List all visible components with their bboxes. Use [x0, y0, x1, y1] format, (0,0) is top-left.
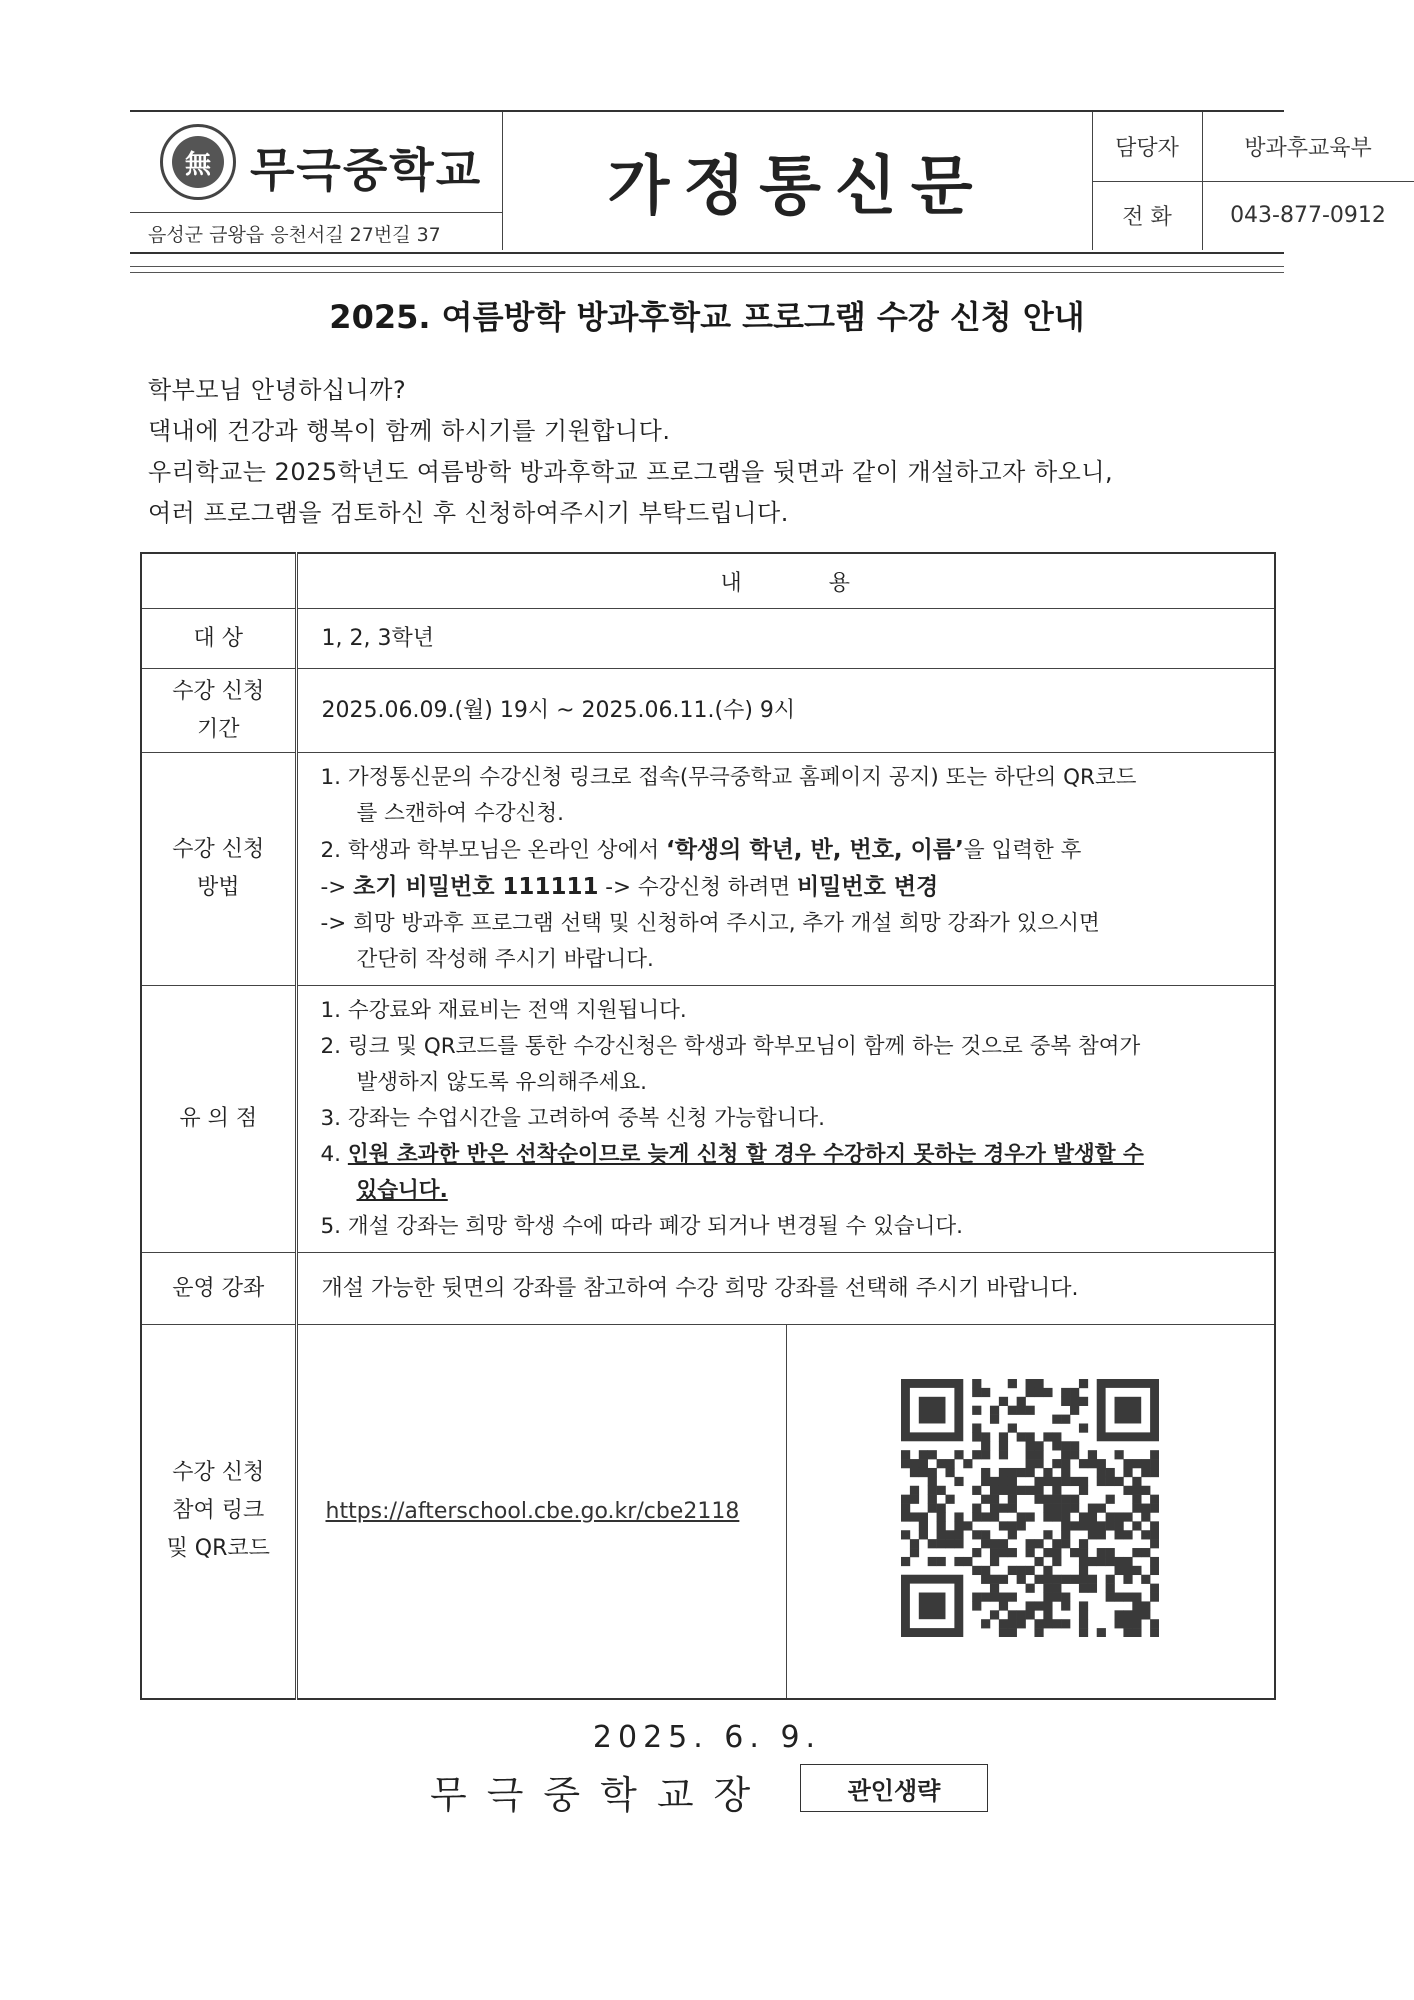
contact-row-phone: 전 화 043-877-0912 [1092, 181, 1414, 250]
table-row-target: 대 상 1, 2, 3학년 [141, 609, 1275, 669]
subject-heading: 2025. 여름방학 방과후학교 프로그램 수강 신청 안내 [329, 298, 1085, 336]
greeting-text: 학부모님 안녕하십니까? 댁내에 건강과 행복이 함께 하시기를 기원합니다. 우리학교는 2025학년도 여름방학 방과후학교 프로그램을 뒷면과 같이 개설하고자 하오니, 여러 프로그램을 검토하신 후 신청하여주시기 부탁드립니다. [148, 376, 1114, 527]
table-row-method: 수강 신청 방법 1. 가정통신문의 수강신청 링크로 접속(무극중학교 홈페이지 공지) 또는 하단의 QR코드 를 스캔하여 수강신청. 2. 학생과 학부모님은 온라인 상에서 ‘학생의 학년, 반, 번호, 이름’을 입력한 후 -> 초기 비밀번호 111111 -> 수강신청 하려면 비밀번호 변경 -> 희망 방과후 프로그램 선택 및 신청하여 주시고, 추가 개설 희망 강좌가 있으시면 간단히 작성해 주시기 바랍니다. [141, 753, 1275, 986]
contact-info [1092, 112, 1386, 250]
table-row-notes: 유 의 점 1. 수강료와 재료비는 전액 지원됩니다. 2. 링크 및 QR코드를 통한 수강신청은 학생과 학부모님이 함께 하는 것으로 중복 참여가 발생하지 않도록 유의해주세요. 3. 강좌는 수업시간을 고려하여 중복 신청 가능합니다. 4. 인원 초과한 반은 선착순이므로 늦게 신청 할 경우 수강하지 못하는 경우가 발생할 수 있습니다. 5. 개설 강좌는 희망 학생 수에 따라 폐강 되거나 변경될 수 있습니다. [141, 986, 1275, 1253]
table-row-link: 수강 신청 참여 링크 및 QR코드 https://afterschool.cbe.go.kr/cbe2118 [141, 1325, 1275, 1699]
school-seal-icon: 無 [160, 124, 236, 200]
divider [130, 272, 1284, 273]
contact-row-manager: 담당자 방과후교육부 [1092, 112, 1414, 182]
principal-signature: 무극중학교장 [430, 1773, 771, 1817]
table-row-courses: 운영 강좌 개설 가능한 뒷면의 강좌를 참고하여 수강 희망 강좌를 선택해 주시기 바랍니다. [141, 1253, 1275, 1325]
info-table [140, 552, 1276, 1700]
signup-link[interactable]: https://afterschool.cbe.go.kr/cbe2118 [325, 1498, 740, 1524]
school-name: 무극중학교 [250, 143, 483, 197]
stamp-omitted-box: 관인생략 [800, 1764, 988, 1812]
table-row-period: 수강 신청 기간 2025.06.09.(월) 19시 ~ 2025.06.11.(수) 9시 [141, 669, 1275, 753]
method-list: 1. 가정통신문의 수강신청 링크로 접속(무극중학교 홈페이지 공지) 또는 하단의 QR코드 를 스캔하여 수강신청. 2. 학생과 학부모님은 온라인 상에서 ‘학생의 학년, 반, 번호, 이름’을 입력한 후 -> 초기 비밀번호 111111 -> 수강신청 하려면 비밀번호 변경 -> 희망 방과후 프로그램 선택 및 신청하여 주시고, 추가 개설 희망 강좌가 있으시면 간단히 작성해 주시기 바랍니다. [320, 765, 1137, 972]
school-address: 음성군 금왕읍 응천서길 27번길 37 [148, 224, 441, 246]
issue-date: 2025. 6. 9. [592, 1720, 822, 1755]
school-info [130, 112, 503, 250]
divider [130, 266, 1284, 267]
notes-list: 1. 수강료와 재료비는 전액 지원됩니다. 2. 링크 및 QR코드를 통한 수강신청은 학생과 학부모님이 함께 하는 것으로 중복 참여가 발생하지 않도록 유의해주세요. 3. 강좌는 수업시간을 고려하여 중복 신청 가능합니다. 4. 인원 초과한 반은 선착순이므로 늦게 신청 할 경우 수강하지 못하는 경우가 발생할 수 있습니다. 5. 개설 강좌는 희망 학생 수에 따라 폐강 되거나 변경될 수 있습니다. [320, 998, 1144, 1239]
newsletter-header [130, 110, 1386, 254]
document-title: 가정통신문 [502, 112, 1093, 250]
table-header: 내 용 [296, 553, 1275, 609]
qr-code-icon[interactable] [901, 1379, 1159, 1637]
